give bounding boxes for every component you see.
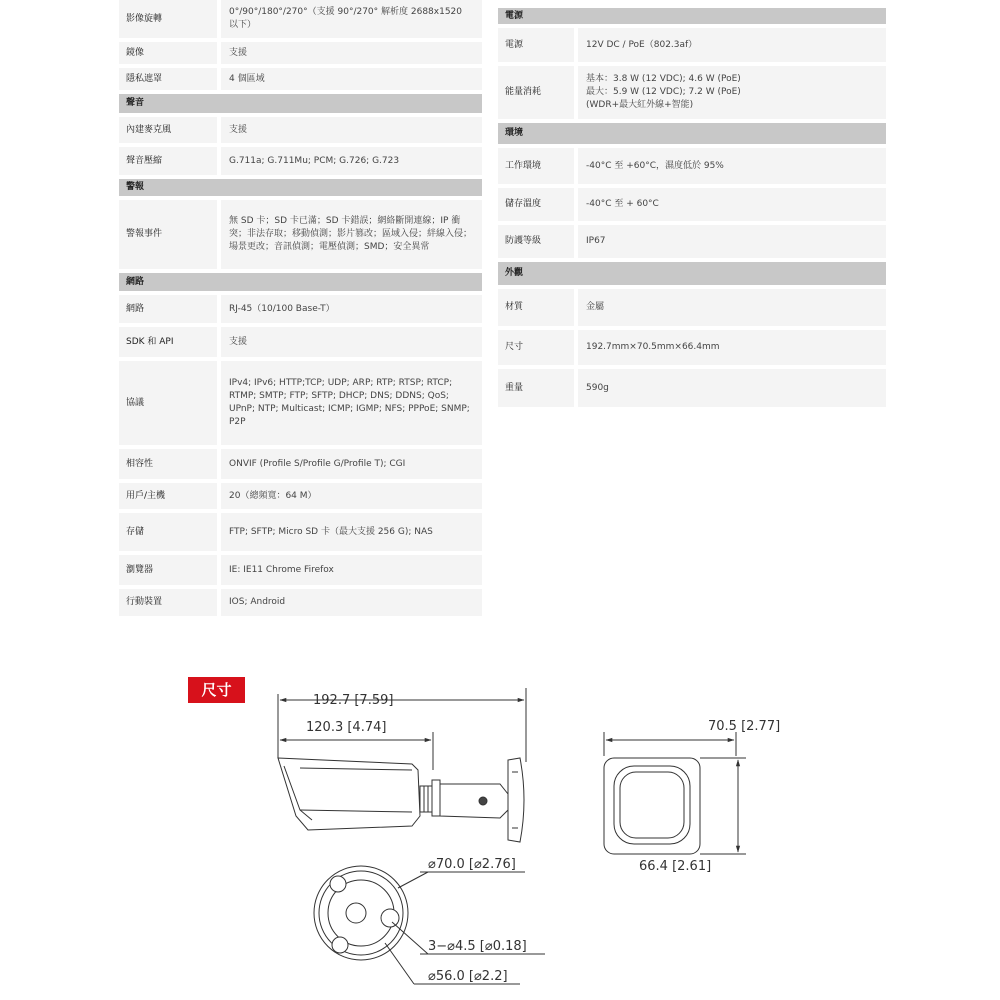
mount-hole-bottom — [332, 937, 348, 953]
spec-row — [498, 330, 886, 369]
spec-key: 尺寸 — [498, 330, 578, 369]
spec-value: 4 個區域 — [221, 68, 482, 94]
spec-row — [119, 513, 482, 555]
spec-key: 聲音壓縮 — [119, 147, 221, 179]
spec-row — [498, 66, 886, 123]
spec-key: 用戶/主機 — [119, 483, 221, 513]
dim-pcd: ⌀56.0 [⌀2.2] — [428, 969, 508, 984]
mount-hole-right — [381, 909, 399, 927]
spec-row — [119, 327, 482, 361]
spec-row — [119, 117, 482, 147]
spec-key: 材質 — [498, 289, 578, 330]
spec-row — [119, 589, 482, 620]
spec-value: IOS; Android — [221, 589, 482, 620]
spec-key: 網路 — [119, 295, 221, 327]
spec-value: IPv4; IPv6; HTTP;TCP; UDP; ARP; RTP; RTSP; RTCP; RTMP; SMTP; FTP; SFTP; DHCP; DNS; DDNS; QoS; UPnP; NTP; Multicast; ICMP; IGMP; NFS; PPPoE; SNMP; P2P — [221, 361, 482, 449]
dim-body-length: 120.3 [4.74] — [306, 720, 387, 735]
camera-bracket-arm — [440, 784, 508, 818]
section-header — [119, 179, 482, 200]
spec-key: 鏡像 — [119, 42, 221, 68]
spec-key: 電源 — [498, 28, 578, 66]
spec-key: 協議 — [119, 361, 221, 449]
bracket-screw-icon — [479, 797, 487, 805]
dim-height: 66.4 [2.61] — [639, 859, 712, 874]
dimension-drawing — [0, 660, 1000, 1000]
spec-row — [119, 483, 482, 513]
spec-row — [119, 147, 482, 179]
section-header — [498, 262, 886, 289]
leader-pcd — [385, 943, 414, 984]
spec-row — [119, 0, 482, 42]
section-title: 聲音 — [119, 94, 482, 117]
spec-row — [119, 361, 482, 449]
spec-value: RJ-45（10/100 Base-T） — [221, 295, 482, 327]
spec-key: 瀏覽器 — [119, 555, 221, 589]
spec-row — [498, 148, 886, 188]
spec-value: 基本：3.8 W (12 VDC); 4.6 W (PoE) 最大：5.9 W (12 VDC); 7.2 W (PoE) (WDR+最大紅外線+智能) — [578, 66, 886, 123]
section-header — [119, 273, 482, 295]
section-header — [119, 94, 482, 117]
spec-value: IP67 — [578, 225, 886, 262]
spec-row — [498, 225, 886, 262]
dimension-badge: 尺寸 — [188, 677, 245, 703]
section-title: 網路 — [119, 273, 482, 295]
spec-value: -40°C 至 + 60°C — [578, 188, 886, 225]
spec-row — [119, 42, 482, 68]
spec-key: 影像旋轉 — [119, 0, 221, 42]
camera-mount-plate — [508, 758, 524, 842]
spec-value: 192.7mm×70.5mm×66.4mm — [578, 330, 886, 369]
spec-value: IE: IE11 Chrome Firefox — [221, 555, 482, 589]
spec-table-right — [498, 8, 886, 411]
dim-overall-length: 192.7 [7.59] — [313, 693, 394, 708]
spec-row — [119, 200, 482, 273]
spec-value: 支援 — [221, 327, 482, 361]
spec-row — [498, 28, 886, 66]
section-title: 外觀 — [498, 262, 886, 289]
spec-row — [498, 369, 886, 411]
spec-value: 無 SD 卡；SD 卡已滿；SD 卡錯誤；網絡斷開連線；IP 衝突；非法存取；移動偵測；影片篡改；區域入侵；絆線入侵；場景更改；音訊偵測；電壓偵測；SMD；安全異常 — [221, 200, 482, 273]
section-title: 電源 — [498, 8, 886, 28]
spec-value: ONVIF (Profile S/Profile G/Profile T); CGI — [221, 449, 482, 483]
spec-key: 儲存溫度 — [498, 188, 578, 225]
spec-key: 內建麥克風 — [119, 117, 221, 147]
spec-row — [498, 188, 886, 225]
spec-key: 重量 — [498, 369, 578, 411]
spec-value: 20（總頻寬：64 M） — [221, 483, 482, 513]
mount-hole-top — [330, 876, 346, 892]
spec-value: FTP; SFTP; Micro SD 卡（最大支援 256 G); NAS — [221, 513, 482, 555]
spec-key: SDK 和 API — [119, 327, 221, 361]
spec-key: 防護等級 — [498, 225, 578, 262]
spec-row — [498, 289, 886, 330]
spec-key: 相容性 — [119, 449, 221, 483]
dim-body-diameter: ⌀70.0 [⌀2.76] — [428, 857, 516, 872]
spec-row — [119, 68, 482, 94]
spec-value: 590g — [578, 369, 886, 411]
spec-value: G.711a; G.711Mu; PCM; G.726; G.723 — [221, 147, 482, 179]
section-title: 環境 — [498, 123, 886, 148]
spec-value: -40°C 至 +60°C，濕度低於 95% — [578, 148, 886, 188]
spec-row — [119, 295, 482, 327]
spec-row — [119, 449, 482, 483]
spec-key: 存儲 — [119, 513, 221, 555]
spec-row — [119, 555, 482, 589]
camera-nut — [432, 780, 440, 816]
spec-key: 工作環境 — [498, 148, 578, 188]
spec-value: 支援 — [221, 42, 482, 68]
leader-diameter — [398, 872, 428, 888]
section-header — [498, 8, 886, 28]
spec-value: 0°/90°/180°/270°（支援 90°/270° 解析度 2688x1520 以下） — [221, 0, 482, 42]
dim-hole-spec: 3−⌀4.5 [⌀0.18] — [428, 939, 527, 954]
spec-value: 12V DC / PoE（802.3af） — [578, 28, 886, 66]
spec-key: 行動裝置 — [119, 589, 221, 620]
spec-value: 支援 — [221, 117, 482, 147]
camera-joint — [420, 786, 432, 812]
spec-key: 能量消耗 — [498, 66, 578, 123]
spec-value: 金屬 — [578, 289, 886, 330]
spec-key: 隱私遮罩 — [119, 68, 221, 94]
section-header — [498, 123, 886, 148]
mount-center-hole — [346, 903, 366, 923]
spec-key: 警報事件 — [119, 200, 221, 273]
spec-table-left — [119, 0, 482, 620]
dim-width: 70.5 [2.77] — [708, 719, 781, 734]
section-title: 警報 — [119, 179, 482, 200]
